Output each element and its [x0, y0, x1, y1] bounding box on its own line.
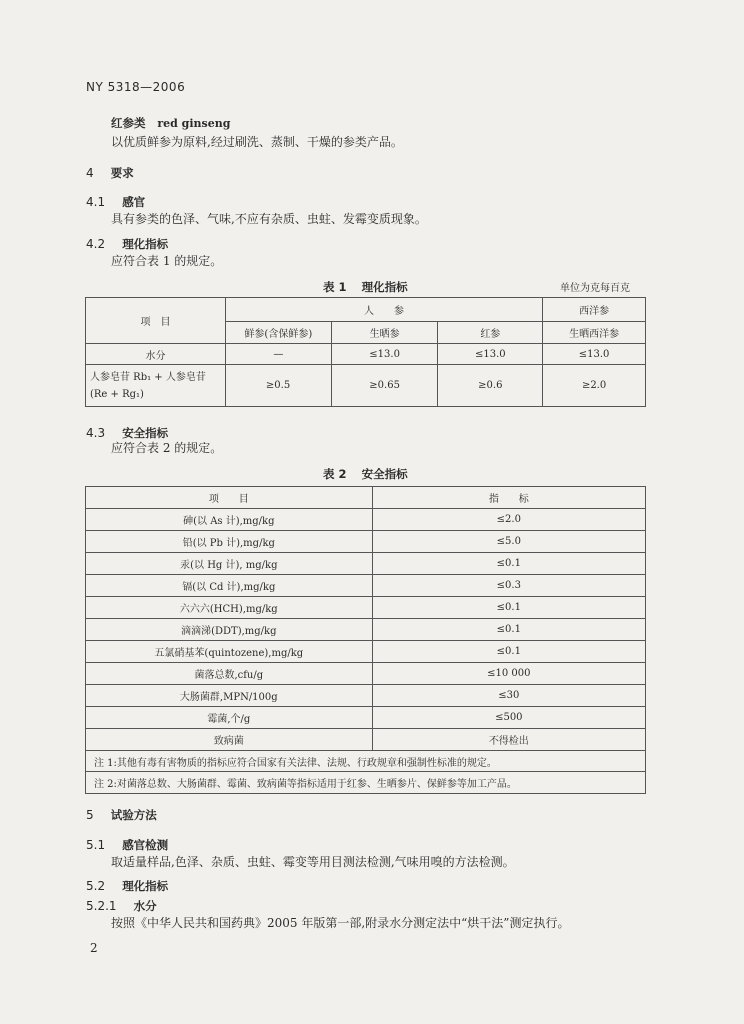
section-4-1-heading: [86, 191, 145, 210]
item-line: 人参皂苷 Rb₁ + 人参皂苷: [90, 371, 206, 383]
table-row: [86, 729, 646, 751]
table2-cell-item: 镉(以 Cd 计),mg/kg: [86, 575, 373, 597]
table1-header-xiyang: 西洋参: [543, 298, 646, 322]
table1-subheader: 生晒参: [331, 322, 438, 344]
table2-cell-item: 汞(以 Hg 计), mg/kg: [86, 553, 373, 575]
page-number: 2: [90, 941, 98, 955]
table2-cell-item: 滴滴涕(DDT),mg/kg: [86, 619, 373, 641]
section-number: 5.1: [86, 838, 106, 852]
section-5-2-1-text: 按照《中华人民共和国药典》2005 年版第一部,附录水分测定法中“烘干法”测定执行。: [111, 916, 570, 930]
table2-cell-value: 不得检出: [372, 729, 645, 751]
table1-subheader: 生晒西洋参: [543, 322, 646, 344]
table-row: [86, 553, 646, 575]
table1-cell: —: [225, 344, 331, 365]
section-number: 5.2: [86, 879, 106, 893]
table1-header-ginseng: 人 参: [225, 298, 542, 322]
section-4-2-heading: [86, 233, 168, 252]
term-red-ginseng: [111, 115, 230, 132]
term-definition: 以优质鲜参为原料,经过刷洗、蒸制、干燥的参类产品。: [111, 135, 403, 149]
table-row: [86, 575, 646, 597]
table-row: [86, 641, 646, 663]
table2-safety: [85, 486, 646, 794]
table2-cell-item: 铅(以 Pb 计),mg/kg: [86, 531, 373, 553]
caption-number: 表 2: [323, 467, 347, 481]
table2-note-2: 注 2:对菌落总数、大肠菌群、霉菌、致病菌等指标适用于红参、生晒参片、保鲜参等加工产品。: [86, 772, 646, 794]
table1-cell: ≥0.6: [438, 365, 543, 407]
section-title: 要求: [110, 166, 134, 180]
section-number: 5: [86, 808, 94, 822]
table2-cell-item: 砷(以 As 计),mg/kg: [86, 509, 373, 531]
section-title: 理化指标: [122, 237, 169, 251]
table2-note-1: 注 1:其他有毒有害物质的指标应符合国家有关法律、法规、行政规章和强制性标准的规定。: [86, 751, 646, 772]
table1-header-item: 项 目: [86, 298, 226, 344]
term-en: red ginseng: [157, 117, 231, 130]
section-number: 4: [86, 166, 94, 180]
table2-cell-value: ≤30: [372, 685, 645, 707]
table2-cell-value: ≤0.1: [372, 619, 645, 641]
table1-cell: ≥2.0: [543, 365, 646, 407]
table1-unit: 单位为克每百克: [560, 283, 630, 294]
section-title: 感官检测: [122, 838, 169, 852]
section-title: 感官: [122, 195, 146, 209]
section-title: 试验方法: [110, 808, 157, 822]
table2-cell-value: ≤0.3: [372, 575, 645, 597]
table1-cell-item: 水分: [86, 344, 226, 365]
table2-cell-item: 五氯硝基苯(quintozene),mg/kg: [86, 641, 373, 663]
table2-cell-item: 大肠菌群,MPN/100g: [86, 685, 373, 707]
table2-header-item: 项 目: [86, 487, 373, 509]
table2-cell-item: 六六六(HCH),mg/kg: [86, 597, 373, 619]
section-number: 4.1: [86, 195, 106, 209]
table2-cell-item: 致病菌: [86, 729, 373, 751]
section-4-heading: [86, 162, 134, 181]
table-row: [86, 531, 646, 553]
table-row: [86, 685, 646, 707]
section-4-3-text: 应符合表 2 的规定。: [111, 441, 223, 455]
caption-number: 表 1: [323, 280, 347, 294]
section-4-2-text: 应符合表 1 的规定。: [111, 254, 223, 268]
table1-subheader: 红参: [438, 322, 543, 344]
section-number: 4.2: [86, 237, 106, 251]
table2-header-value: 指 标: [372, 487, 645, 509]
section-5-heading: [86, 804, 157, 823]
table-row: [86, 509, 646, 531]
table2-cell-value: ≤5.0: [372, 531, 645, 553]
section-4-3-heading: [86, 422, 168, 441]
caption-title: 理化指标: [361, 280, 408, 294]
table1-cell: ≥0.5: [225, 365, 331, 407]
table1-caption: [323, 276, 408, 295]
table-row: [86, 619, 646, 641]
table-row: [86, 707, 646, 729]
table2-cell-value: ≤500: [372, 707, 645, 729]
table2-cell-item: 霉菌,个/g: [86, 707, 373, 729]
section-title: 水分: [133, 899, 157, 913]
section-4-1-text: 具有参类的色泽、气味,不应有杂质、虫蛀、发霉变质现象。: [111, 212, 427, 226]
table-row: [86, 365, 646, 407]
table1-cell: ≤13.0: [543, 344, 646, 365]
table1-cell: ≥0.65: [331, 365, 438, 407]
table2-cell-value: ≤0.1: [372, 553, 645, 575]
document-header-code: NY 5318—2006: [86, 80, 186, 94]
table2-caption: [323, 463, 408, 482]
table1-cell: ≤13.0: [331, 344, 438, 365]
term-cn: 红参类: [111, 116, 146, 130]
section-5-2-heading: [86, 875, 168, 894]
table1-cell-item: [86, 365, 226, 407]
table2-cell-item: 菌落总数,cfu/g: [86, 663, 373, 685]
table2-cell-value: ≤0.1: [372, 641, 645, 663]
section-5-1-heading: [86, 834, 168, 853]
table2-cell-value: ≤10 000: [372, 663, 645, 685]
caption-title: 安全指标: [361, 467, 408, 481]
table-row: [86, 597, 646, 619]
section-number: 4.3: [86, 426, 106, 440]
item-line: (Re + Rg₁): [90, 388, 144, 400]
table1-subheader: 鲜参(含保鲜参): [225, 322, 331, 344]
table2-cell-value: ≤2.0: [372, 509, 645, 531]
table2-cell-value: ≤0.1: [372, 597, 645, 619]
section-title: 安全指标: [122, 426, 169, 440]
section-5-1-text: 取适量样品,色泽、杂质、虫蛀、霉变等用目测法检测,气味用嗅的方法检测。: [111, 855, 515, 869]
table1-physicochemical: [85, 297, 646, 407]
table-row: [86, 663, 646, 685]
section-number: 5.2.1: [86, 899, 117, 913]
section-title: 理化指标: [122, 879, 169, 893]
table-row: [86, 344, 646, 365]
table1-cell: ≤13.0: [438, 344, 543, 365]
section-5-2-1-heading: [86, 895, 157, 914]
